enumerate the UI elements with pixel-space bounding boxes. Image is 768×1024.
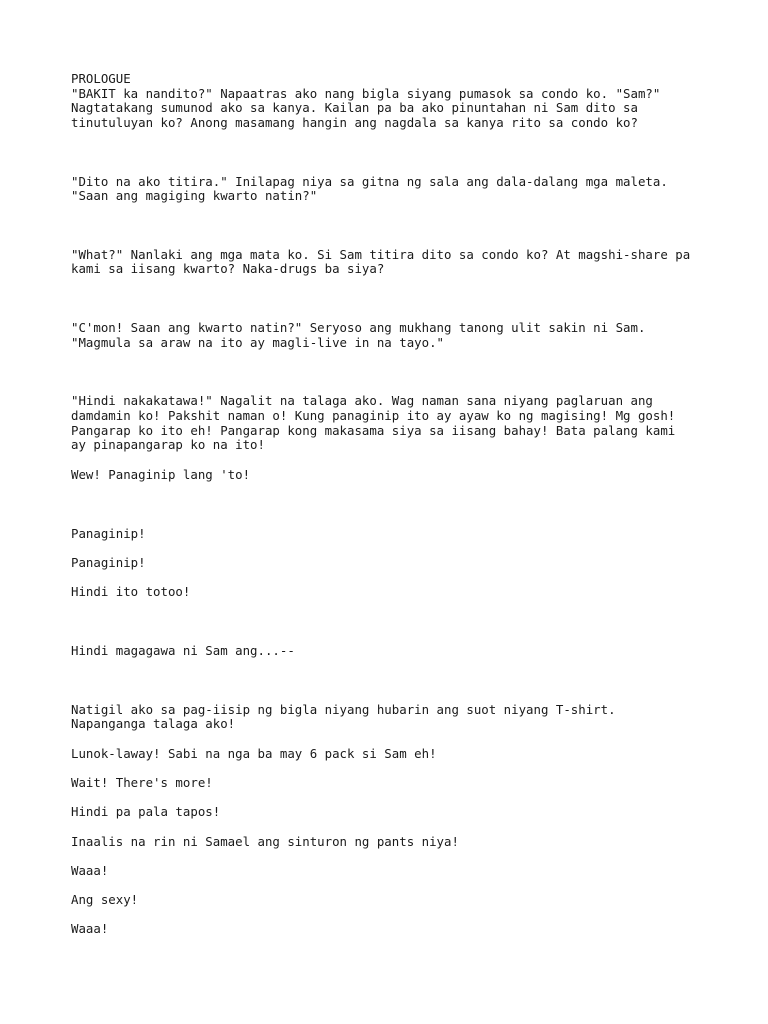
text-line: Inaalis na rin ni Samael ang sinturon ng pants niya! (71, 834, 459, 849)
text-line: "BAKIT ka nandito?" Napaatras ako nang bigla siyang pumasok sa condo ko. "Sam?" (71, 86, 661, 101)
text-line: damdamin ko! Pakshit naman o! Kung panaginip ito ay ayaw ko ng magising! Mg gosh! (71, 408, 676, 423)
text-line: Hindi magagawa ni Sam ang...-- (71, 643, 295, 658)
text-line: "Magmula sa araw na ito ay magli-live in na tayo." (71, 335, 444, 350)
text-line: tinutuluyan ko? Anong masamang hangin ang nagdala sa kanya rito sa condo ko? (71, 115, 638, 130)
text-line: "What?" Nanlaki ang mga mata ko. Si Sam titira dito sa condo ko? At magshi-share pa (71, 247, 691, 262)
text-line: Nagtatakang sumunod ako sa kanya. Kailan pa ba ako pinuntahan ni Sam dito sa (71, 100, 638, 115)
text-line: Lunok-laway! Sabi na nga ba may 6 pack si Sam eh! (71, 746, 437, 761)
text-line: Ang sexy! (71, 892, 139, 907)
text-line: Panaginip! (71, 555, 146, 570)
text-line: Pangarap ko ito eh! Pangarap kong makasama siya sa iisang bahay! Bata palang kami (71, 423, 676, 438)
text-line: Hindi ito totoo! (71, 584, 191, 599)
text-line: Panaginip! (71, 526, 146, 541)
text-line: Wait! There's more! (71, 775, 213, 790)
text-line: ay pinapangarap ko na ito! (71, 437, 265, 452)
text-line: "Saan ang magiging kwarto natin?" (71, 188, 318, 203)
prologue-heading: PROLOGUE (71, 71, 131, 86)
text-line: Natigil ako sa pag-iisip ng bigla niyang hubarin ang suot niyang T-shirt. (71, 702, 616, 717)
text-line: "Hindi nakakatawa!" Nagalit na talaga ako. Wag naman sana niyang paglaruan ang (71, 393, 653, 408)
text-line: Napanganga talaga ako! (71, 716, 236, 731)
text-line: Hindi pa pala tapos! (71, 804, 221, 819)
text-line: Waaa! (71, 863, 109, 878)
text-line: "Dito na ako titira." Inilapag niya sa gitna ng sala ang dala-dalang mga maleta. (71, 174, 668, 189)
text-line: Wew! Panaginip lang 'to! (71, 467, 251, 482)
text-line: kami sa iisang kwarto? Naka-drugs ba siya? (71, 261, 385, 276)
text-line: "C'mon! Saan ang kwarto natin?" Seryoso ang mukhang tanong ulit sakin ni Sam. (71, 320, 646, 335)
text-line: Waaa! (71, 921, 109, 936)
